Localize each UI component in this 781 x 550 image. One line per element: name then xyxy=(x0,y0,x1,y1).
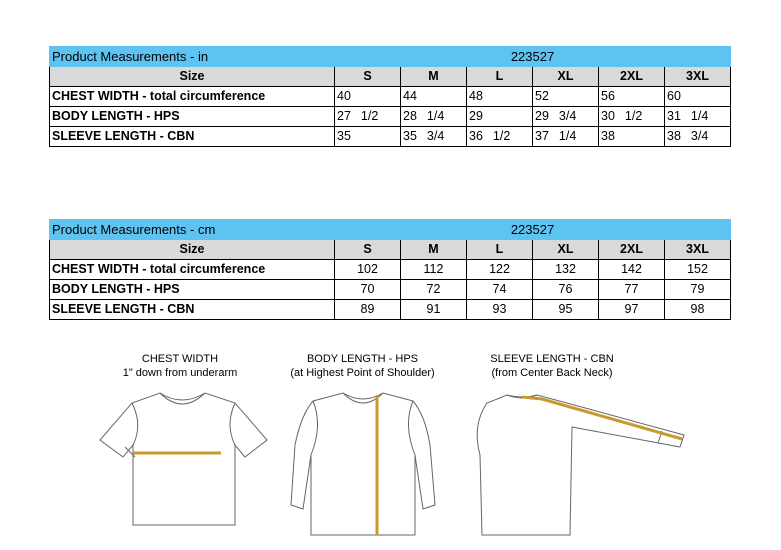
size-label: XL xyxy=(533,67,599,87)
measurement-value: 52 xyxy=(533,87,599,107)
measurement-value: 77 xyxy=(599,280,665,300)
diagram-title: SLEEVE LENGTH - CBN xyxy=(490,353,614,365)
measurement-value: 36 1/2 xyxy=(467,127,533,147)
table-title: Product Measurements - in xyxy=(50,47,335,67)
measurement-value: 95 xyxy=(533,300,599,320)
size-label: M xyxy=(401,240,467,260)
measurement-value: 97 xyxy=(599,300,665,320)
measurements-table-cm xyxy=(49,219,731,320)
measurement-value: 98 xyxy=(665,300,731,320)
measurement-value: 35 xyxy=(335,127,401,147)
table-row xyxy=(50,127,731,147)
style-number: 223527 xyxy=(335,220,731,240)
diagram-subtitle: (from Center Back Neck) xyxy=(491,367,613,379)
measurement-value: 112 xyxy=(401,260,467,280)
table-row xyxy=(50,300,731,320)
size-header: Size xyxy=(50,67,335,87)
measurement-value: 70 xyxy=(335,280,401,300)
size-label: XL xyxy=(533,240,599,260)
measurement-value: 76 xyxy=(533,280,599,300)
measurement-value: 38 3/4 xyxy=(665,127,731,147)
measurement-value: 102 xyxy=(335,260,401,280)
measurement-value: 56 xyxy=(599,87,665,107)
measurement-label: SLEEVE LENGTH - CBN xyxy=(50,127,335,147)
size-label: M xyxy=(401,67,467,87)
size-row xyxy=(50,240,731,260)
diagram-title: BODY LENGTH - HPS xyxy=(306,353,419,365)
size-label: 3XL xyxy=(665,240,731,260)
measurement-value: 93 xyxy=(467,300,533,320)
measurement-value: 31 1/4 xyxy=(665,107,731,127)
measurement-value: 72 xyxy=(401,280,467,300)
measurement-label: CHEST WIDTH - total circumference xyxy=(50,260,335,280)
measurement-value: 91 xyxy=(401,300,467,320)
table-header-row xyxy=(50,220,731,240)
table-header-row xyxy=(50,47,731,67)
measurement-value: 48 xyxy=(467,87,533,107)
table-row xyxy=(50,280,731,300)
measurement-value: 30 1/2 xyxy=(599,107,665,127)
diagram-title: CHEST WIDTH xyxy=(141,353,219,365)
measurement-value: 29 3/4 xyxy=(533,107,599,127)
size-row xyxy=(50,67,731,87)
size-label: 2XL xyxy=(599,67,665,87)
longsleeve-sleeve-illustration xyxy=(462,385,687,540)
measurement-label: BODY LENGTH - HPS xyxy=(50,107,335,127)
measurement-value: 38 xyxy=(599,127,665,147)
measurement-value: 35 3/4 xyxy=(401,127,467,147)
diagram-subtitle: 1" down from underarm xyxy=(122,367,238,379)
table-row xyxy=(50,260,731,280)
table-row xyxy=(50,87,731,107)
measurement-value: 60 xyxy=(665,87,731,107)
table-title: Product Measurements - cm xyxy=(50,220,335,240)
style-number: 223527 xyxy=(335,47,731,67)
size-label: 2XL xyxy=(599,240,665,260)
measurements-table-inches xyxy=(49,46,731,147)
chest-width-diagram-caption xyxy=(95,352,265,380)
measurement-value: 74 xyxy=(467,280,533,300)
size-header: Size xyxy=(50,240,335,260)
measurement-value: 27 1/2 xyxy=(335,107,401,127)
size-label: 3XL xyxy=(665,67,731,87)
measurement-value: 132 xyxy=(533,260,599,280)
measurement-value: 28 1/4 xyxy=(401,107,467,127)
measurement-value: 142 xyxy=(599,260,665,280)
longsleeve-body-illustration xyxy=(275,385,450,540)
measurement-value: 29 xyxy=(467,107,533,127)
size-label: L xyxy=(467,240,533,260)
measurement-value: 122 xyxy=(467,260,533,280)
body-length-diagram-caption xyxy=(270,352,455,380)
size-label: L xyxy=(467,67,533,87)
measurement-value: 152 xyxy=(665,260,731,280)
tshirt-chest-illustration xyxy=(95,385,270,535)
measurement-value: 79 xyxy=(665,280,731,300)
table-row xyxy=(50,107,731,127)
measurement-label: CHEST WIDTH - total circumference xyxy=(50,87,335,107)
measurement-value: 44 xyxy=(401,87,467,107)
measurement-label: SLEEVE LENGTH - CBN xyxy=(50,300,335,320)
measurement-value: 40 xyxy=(335,87,401,107)
measurement-label: BODY LENGTH - HPS xyxy=(50,280,335,300)
size-label: S xyxy=(335,67,401,87)
size-label: S xyxy=(335,240,401,260)
measurement-value: 37 1/4 xyxy=(533,127,599,147)
measurement-value: 89 xyxy=(335,300,401,320)
sleeve-length-diagram-caption xyxy=(462,352,642,380)
diagram-subtitle: (at Highest Point of Shoulder) xyxy=(290,367,435,379)
